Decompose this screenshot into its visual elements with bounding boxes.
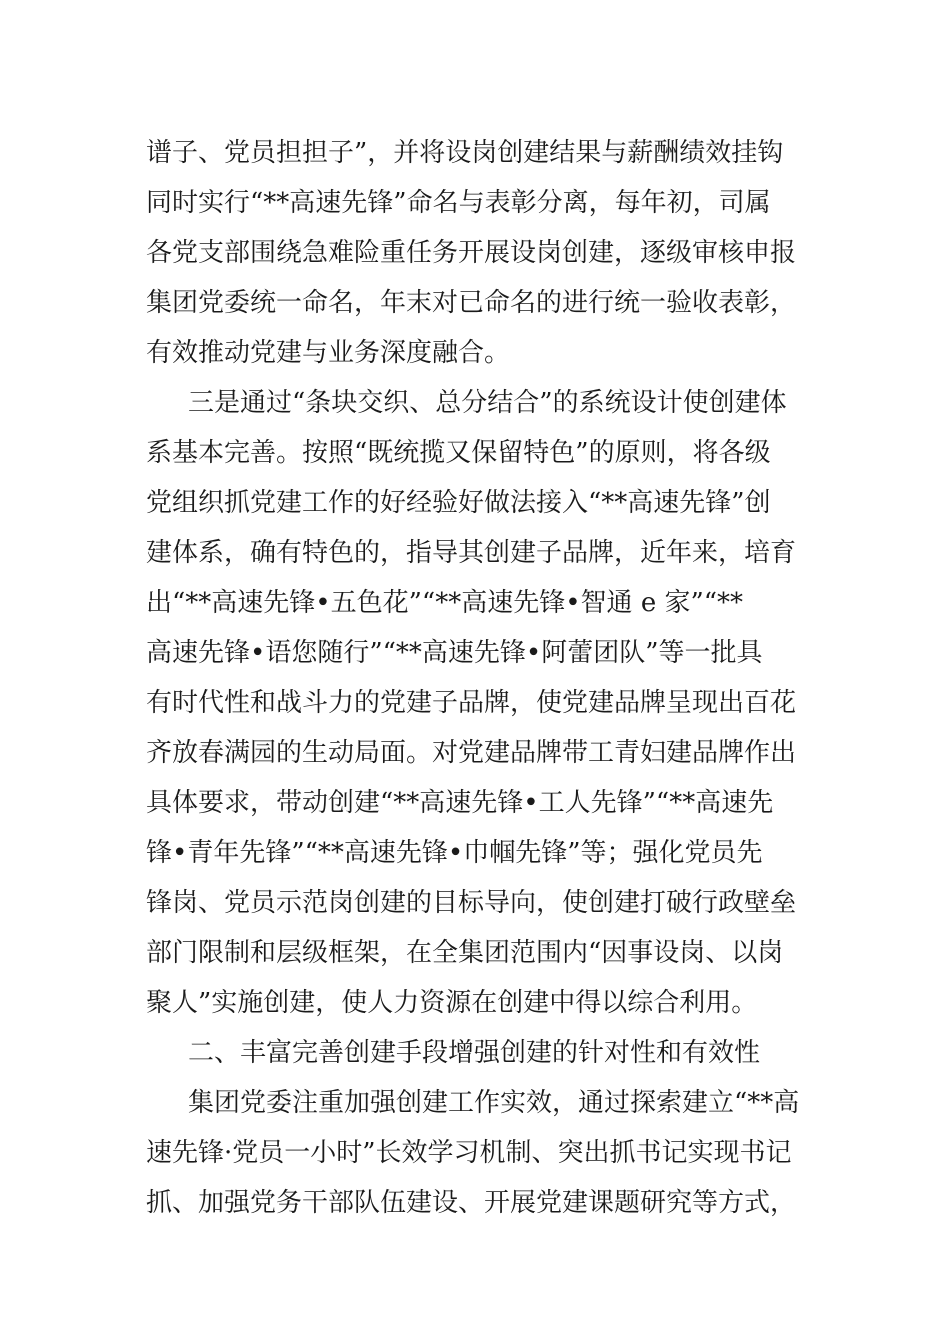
text-line: 具体要求，带动创建“**高速先锋•工人先锋”“**高速先	[146, 788, 774, 818]
text-line: 齐放春满园的生动局面。对党建品牌带工青妇建品牌作出	[146, 738, 797, 768]
text-line: 谱子、党员担担子”，并将设岗创建结果与薪酬绩效挂钩	[146, 138, 784, 168]
text-line: 速先锋·党员一小时”长效学习机制、突出抓书记实现书记	[146, 1138, 792, 1168]
text-line: 各党支部围绕急难险重任务开展设岗创建，逐级审核申报	[146, 238, 797, 268]
paragraph-first-line: 集团党委注重加强创建工作实效，通过探索建立“**高	[188, 1088, 800, 1118]
text-line: 聚人”实施创建，使人力资源在创建中得以综合利用。	[146, 988, 758, 1018]
text-line: 有效推动党建与业务深度融合。	[146, 338, 511, 368]
paragraph-first-line: 三是通过“条块交织、总分结合”的系统设计使创建体	[188, 388, 787, 418]
text-line: 部门限制和层级框架，在全集团范围内“因事设岗、以岗	[146, 938, 784, 968]
text-line: 高速先锋•语您随行”“**高速先锋•阿蕾团队”等一批具	[146, 638, 763, 668]
text-line: 系基本完善。按照“既统揽又保留特色”的原则，将各级	[146, 438, 771, 468]
text-line: 集团党委统一命名，年末对已命名的进行统一验收表彰，	[146, 288, 797, 318]
text-line: 党组织抓党建工作的好经验好做法接入“**高速先锋”创	[146, 488, 771, 518]
text-line: 锋岗、党员示范岗创建的目标导向，使创建打破行政壁垒	[146, 888, 797, 918]
section-heading: 二、丰富完善创建手段增强创建的针对性和有效性	[188, 1038, 761, 1068]
text-line: 抓、加强党务干部队伍建设、开展党建课题研究等方式，	[146, 1188, 797, 1218]
text-line: 出“**高速先锋•五色花”“**高速先锋•智通 e 家”“**	[146, 588, 744, 618]
text-line: 同时实行“**高速先锋”命名与表彰分离，每年初，司属	[146, 188, 771, 218]
text-line: 建体系，确有特色的，指导其创建子品牌，近年来，培育	[146, 538, 797, 568]
text-line: 锋•青年先锋”“**高速先锋•巾帼先锋”等；强化党员先	[146, 838, 763, 868]
text-line: 有时代性和战斗力的党建子品牌，使党建品牌呈现出百花	[146, 688, 797, 718]
